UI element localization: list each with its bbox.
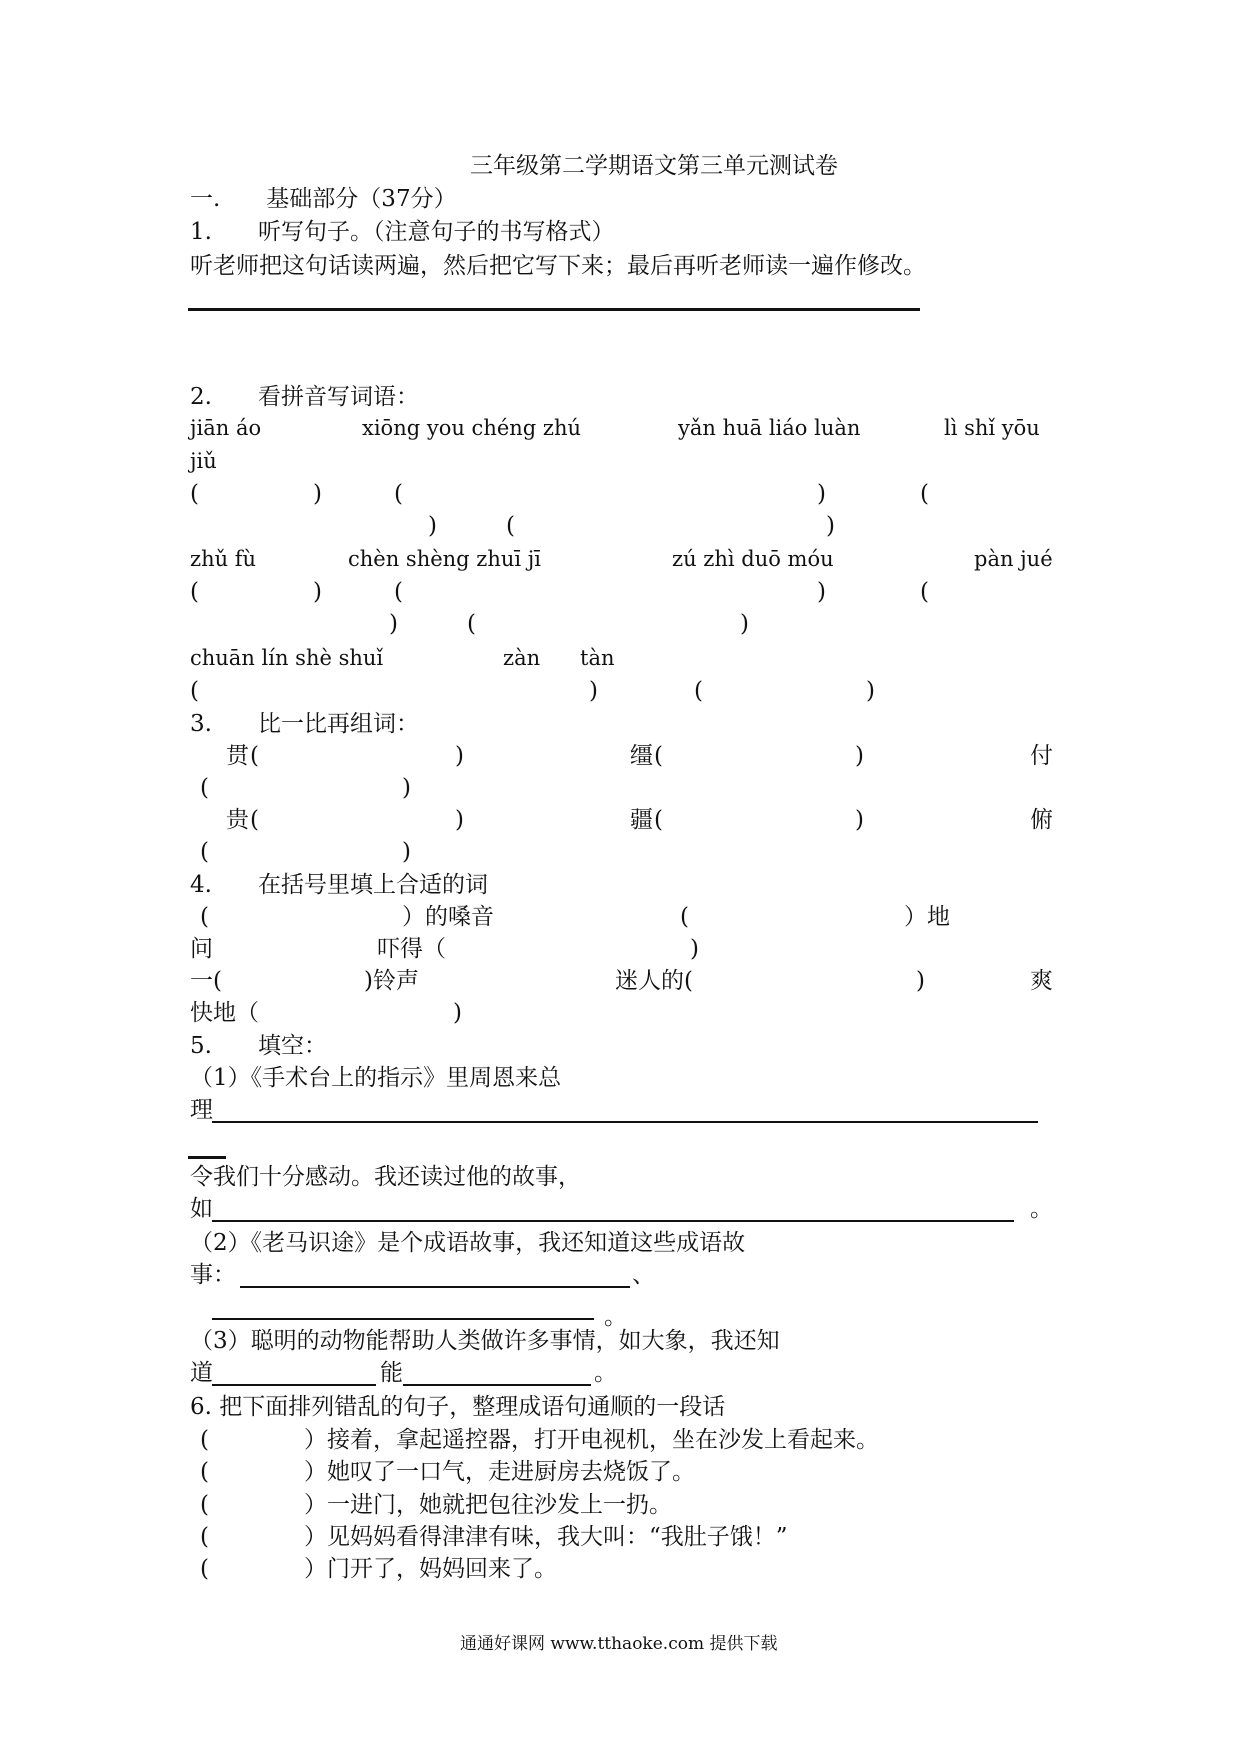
sentence-item: ）一进门，她就把包往沙发上一扔。 xyxy=(304,1492,672,1518)
q5-p2-shi: 事： xyxy=(190,1262,236,1288)
bracket-open: ( xyxy=(200,1492,209,1518)
pinyin-pan-jue: pàn jué xyxy=(974,547,1053,571)
pinyin-chuan-lin: chuān lín shè shuǐ xyxy=(190,646,384,670)
bracket-close: ) xyxy=(740,611,749,637)
bracket-open: ( xyxy=(394,579,403,605)
fill-line[interactable] xyxy=(188,1156,226,1159)
char-guan: 贯 xyxy=(226,743,249,769)
fill-line[interactable] xyxy=(212,1121,1038,1123)
bracket-open: ( xyxy=(190,481,199,507)
pinyin-jiu: jiǔ xyxy=(190,449,217,473)
bracket-open: ( xyxy=(467,611,476,637)
fill-line[interactable] xyxy=(212,1220,1014,1222)
bracket-open: ( xyxy=(200,1524,209,1550)
q5-p3-neng: 能 xyxy=(380,1360,403,1386)
bracket-open: ( xyxy=(920,481,929,507)
pinyin-zan: zàn xyxy=(503,646,541,670)
q1-heading: 1. 听写句子。（注意句子的书写格式） xyxy=(190,219,615,245)
fill-line[interactable] xyxy=(212,1384,376,1386)
bracket-open: ( xyxy=(200,839,209,865)
q4-item-shuang: 爽 xyxy=(1030,968,1053,994)
bracket-open: ( xyxy=(394,481,403,507)
q5-p3-period: 。 xyxy=(594,1360,617,1386)
sentence-item: ）门开了，妈妈回来了。 xyxy=(304,1556,557,1582)
bracket-close: ) xyxy=(455,807,464,833)
bracket-close: ) xyxy=(313,481,322,507)
bracket-open: ( xyxy=(250,807,259,833)
bracket-open: ( xyxy=(190,579,199,605)
pinyin-zhu-fu: zhǔ fù xyxy=(190,547,257,571)
q6-heading: 6. 把下面排列错乱的句子，整理成语句通顺的一段话 xyxy=(190,1394,726,1420)
section-heading: 一. 基础部分（37分） xyxy=(190,186,457,212)
bracket-open: ( xyxy=(694,678,703,704)
bracket-close: ) xyxy=(690,936,699,962)
bracket-close: ) xyxy=(866,678,875,704)
bracket-close: ) xyxy=(855,743,864,769)
bracket-close: ) xyxy=(402,775,411,801)
q5-p1-text: （1）《手术台上的指示》里周恩来总 xyxy=(190,1065,562,1091)
bracket-open: ( xyxy=(190,678,199,704)
q5-heading: 5. 填空： xyxy=(190,1033,327,1059)
bracket-close: ) xyxy=(855,807,864,833)
q5-p1-period: 。 xyxy=(1030,1196,1053,1222)
q2-heading: 2. 看拼音写词语： xyxy=(190,384,419,410)
bracket-close: ) xyxy=(916,968,925,994)
q4-item-one: 一( xyxy=(190,968,222,994)
bracket-open: ( xyxy=(200,1459,209,1485)
bracket-close: ) xyxy=(817,579,826,605)
q5-p2-period: 。 xyxy=(604,1304,627,1330)
dictation-answer-line[interactable] xyxy=(188,308,920,311)
q4-heading: 4. 在括号里填上合适的词 xyxy=(190,872,488,898)
bracket-open: ( xyxy=(200,1556,209,1582)
footer-credit: 通通好课网 www.tthaoke.com 提供下载 xyxy=(460,1634,778,1654)
bracket-open: ( xyxy=(920,579,929,605)
q4-item-adverb: ）地 xyxy=(904,904,950,930)
q5-p1-li: 理 xyxy=(190,1097,213,1123)
char-fu2: 俯 xyxy=(1030,807,1053,833)
sentence-item: ）她叹了一口气，走进厨房去烧饭了。 xyxy=(304,1459,695,1485)
q4-item-charming: 迷人的( xyxy=(615,968,693,994)
bracket-open: ( xyxy=(654,807,663,833)
q5-p1-ru: 如 xyxy=(190,1196,213,1222)
q3-heading: 3. 比一比再组词： xyxy=(190,711,419,737)
q5-p2-text: （2）《老马识途》是个成语故事，我还知道这些成语故 xyxy=(190,1230,746,1256)
q5-p3-text: （3）聪明的动物能帮助人类做许多事情，如大象，我还知 xyxy=(190,1328,780,1354)
char-jiang: 缰 xyxy=(630,743,653,769)
bracket-close: ) xyxy=(826,513,835,539)
pinyin-zu-zhi: zú zhì duō móu xyxy=(672,547,834,571)
sentence-item: ）见妈妈看得津津有味，我大叫：“我肚子饿！” xyxy=(304,1524,788,1550)
bracket-close: ) xyxy=(428,513,437,539)
bracket-close: ) xyxy=(453,1000,462,1026)
q4-item-quickly: 快地（ xyxy=(190,1000,259,1026)
q4-item-ask: 问 xyxy=(190,936,213,962)
bracket-open: ( xyxy=(200,1427,209,1453)
bracket-open: ( xyxy=(680,904,689,930)
bracket-close: ) xyxy=(455,743,464,769)
bracket-open: ( xyxy=(200,904,209,930)
pinyin-tan: tàn xyxy=(580,646,615,670)
fill-line[interactable] xyxy=(240,1286,630,1288)
q4-item-voice: ）的嗓音 xyxy=(402,904,494,930)
bracket-close: ) xyxy=(817,481,826,507)
bracket-open: ( xyxy=(250,743,259,769)
char-fu: 付 xyxy=(1030,743,1053,769)
fill-line[interactable] xyxy=(212,1318,594,1320)
bracket-close: ) xyxy=(402,839,411,865)
bracket-open: ( xyxy=(506,513,515,539)
pinyin-yan-hua: yǎn huā liáo luàn xyxy=(678,416,861,440)
q1-instruction: 听老师把这句话读两遍，然后把它写下来；最后再听老师读一遍作修改。 xyxy=(190,253,926,279)
q5-p1-continue: 令我们十分感动。我还读过他的故事， xyxy=(190,1164,581,1190)
q4-item-bell: )铃声 xyxy=(364,968,419,994)
pinyin-chen-sheng: chèn shèng zhuī jī xyxy=(348,547,542,571)
bracket-close: ) xyxy=(313,579,322,605)
q5-p3-dao: 道 xyxy=(190,1360,213,1386)
page-title: 三年级第二学期语文第三单元测试卷 xyxy=(470,153,838,179)
pinyin-li-shi: lì shǐ yōu xyxy=(944,416,1040,440)
char-gui: 贵 xyxy=(226,807,249,833)
sentence-item: ）接着，拿起遥控器，打开电视机，坐在沙发上看起来。 xyxy=(304,1427,879,1453)
q5-p2-comma: 、 xyxy=(632,1262,655,1288)
pinyin-xiong-you: xiōng you chéng zhú xyxy=(362,416,582,440)
fill-line[interactable] xyxy=(403,1384,591,1386)
bracket-close: ) xyxy=(389,611,398,637)
pinyin-jian-ao: jiān áo xyxy=(190,416,262,440)
q4-item-scared: 吓得（ xyxy=(377,936,446,962)
char-jiang2: 疆 xyxy=(630,807,653,833)
bracket-close: ) xyxy=(589,678,598,704)
bracket-open: ( xyxy=(200,775,209,801)
bracket-open: ( xyxy=(654,743,663,769)
